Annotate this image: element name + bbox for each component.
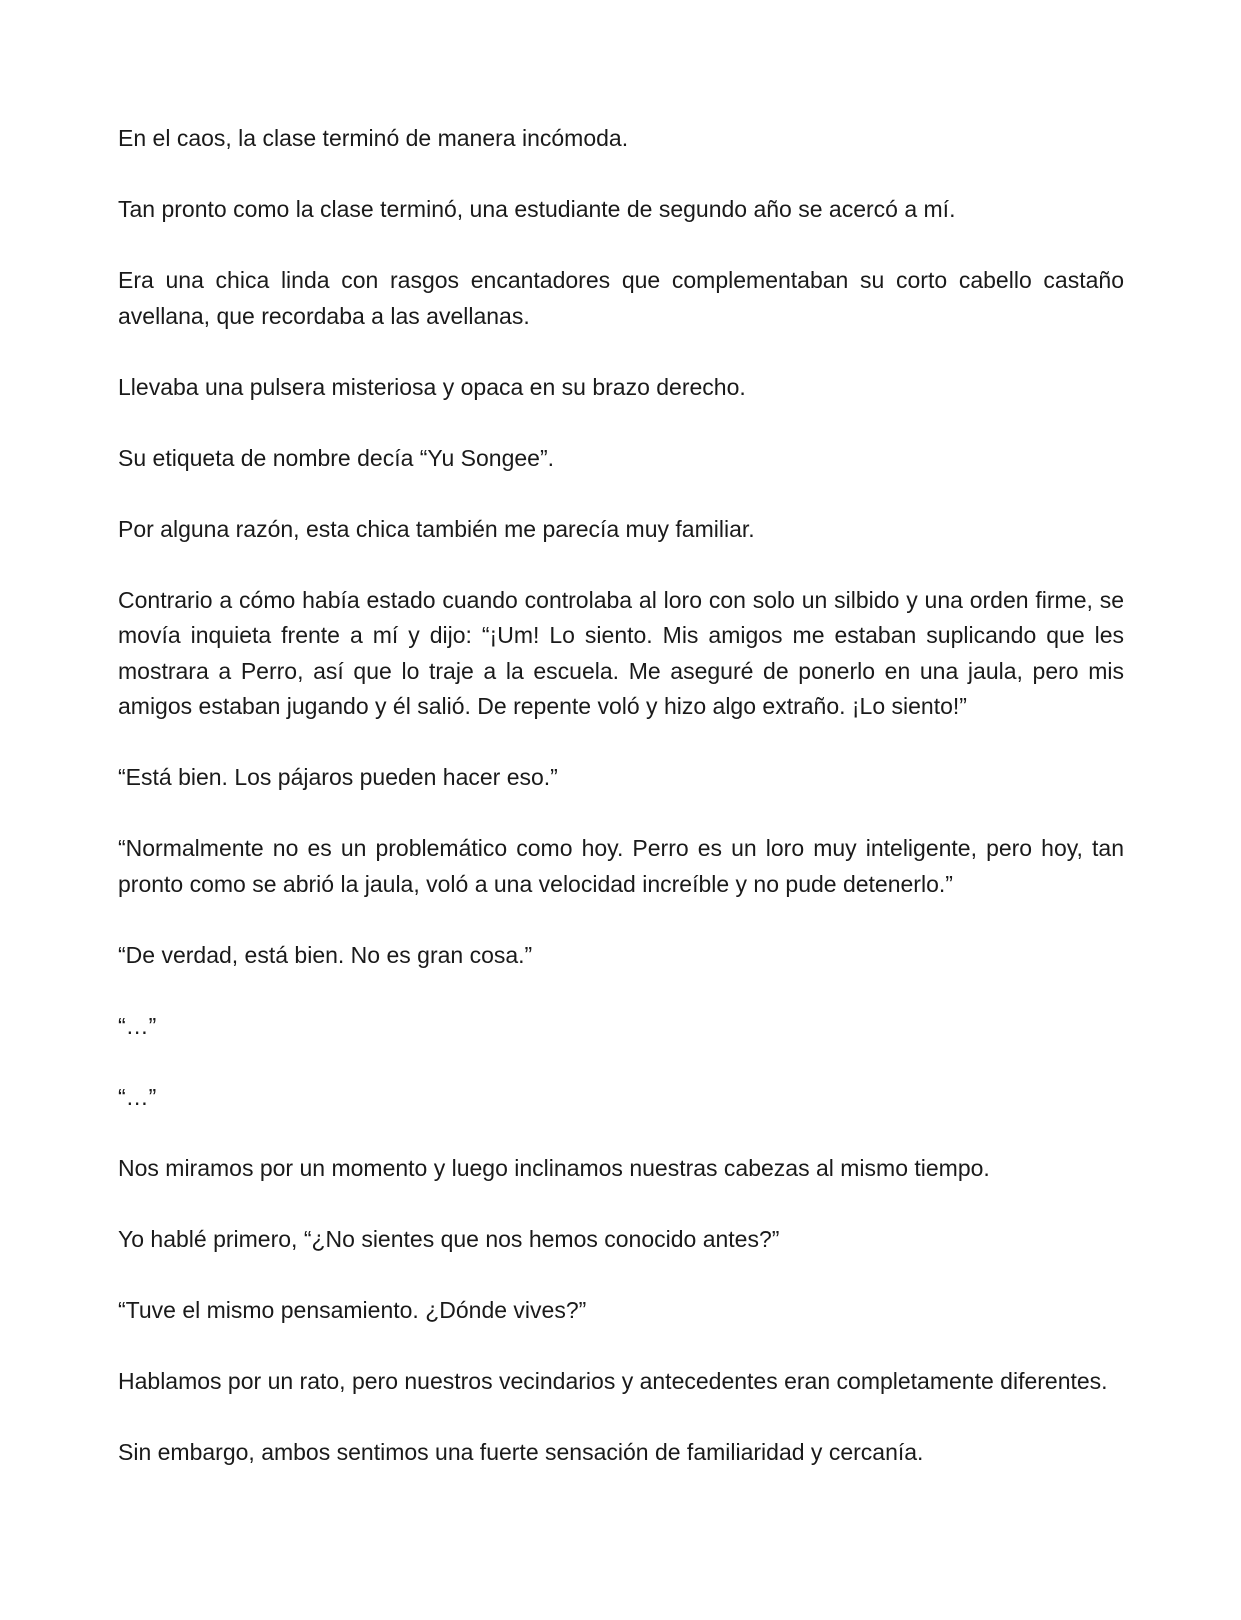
paragraph-1: En el caos, la clase terminó de manera incómoda. [118, 125, 629, 151]
document-body [118, 121, 1124, 1506]
paragraph-17: Sin embargo, ambos sentimos una fuerte sensación de familiaridad y cercanía. [118, 1438, 924, 1465]
paragraph-7: Contrario a cómo había estado cuando controlaba al loro con solo un silbido y una orden firme, se movía inquieta frente a mí y dijo: “¡Um! Lo siento. Mis amigos me estaban suplicando que les mostrara a Perro, así que lo traje a la escuela. Me aseguré de ponerlo en una jaula, pero mis amigos estaban jugando y él salió. De repente voló y hizo algo extraño. ¡Lo siento!” [118, 586, 1124, 719]
paragraph-16: Hablamos por un rato, pero nuestros vecindarios y antecedentes eran completamente diferentes. [118, 1367, 1108, 1394]
paragraph-10: “De verdad, está bien. No es gran cosa.” [118, 941, 533, 968]
paragraph-13: Nos miramos por un momento y luego inclinamos nuestras cabezas al mismo tiempo. [118, 1154, 990, 1181]
paragraph-2: Tan pronto como la clase terminó, una estudiante de segundo año se acercó a mí. [118, 196, 956, 222]
paragraph-14: Yo hablé primero, “¿No sientes que nos hemos conocido antes?” [118, 1225, 780, 1252]
paragraph-11: “…” [118, 1012, 157, 1039]
paragraph-6: Por alguna razón, esta chica también me parecía muy familiar. [118, 515, 755, 542]
paragraph-3: Era una chica linda con rasgos encantadores que complementaban su corto cabello castaño avellana, que recordaba a las avellanas. [118, 267, 1124, 329]
paragraph-12: “…” [118, 1083, 157, 1110]
paragraph-8: “Está bien. Los pájaros pueden hacer eso.” [118, 764, 558, 790]
paragraph-5: Su etiqueta de nombre decía “Yu Songee”. [118, 444, 555, 471]
paragraph-9: “Normalmente no es un problemático como hoy. Perro es un loro muy inteligente, pero hoy, tan pronto como se abrió la jaula, voló a una velocidad increíble y no pude detenerlo.” [118, 835, 1124, 897]
paragraph-15: “Tuve el mismo pensamiento. ¿Dónde vives?” [118, 1296, 587, 1323]
paragraph-4: Llevaba una pulsera misteriosa y opaca en su brazo derecho. [118, 373, 746, 400]
